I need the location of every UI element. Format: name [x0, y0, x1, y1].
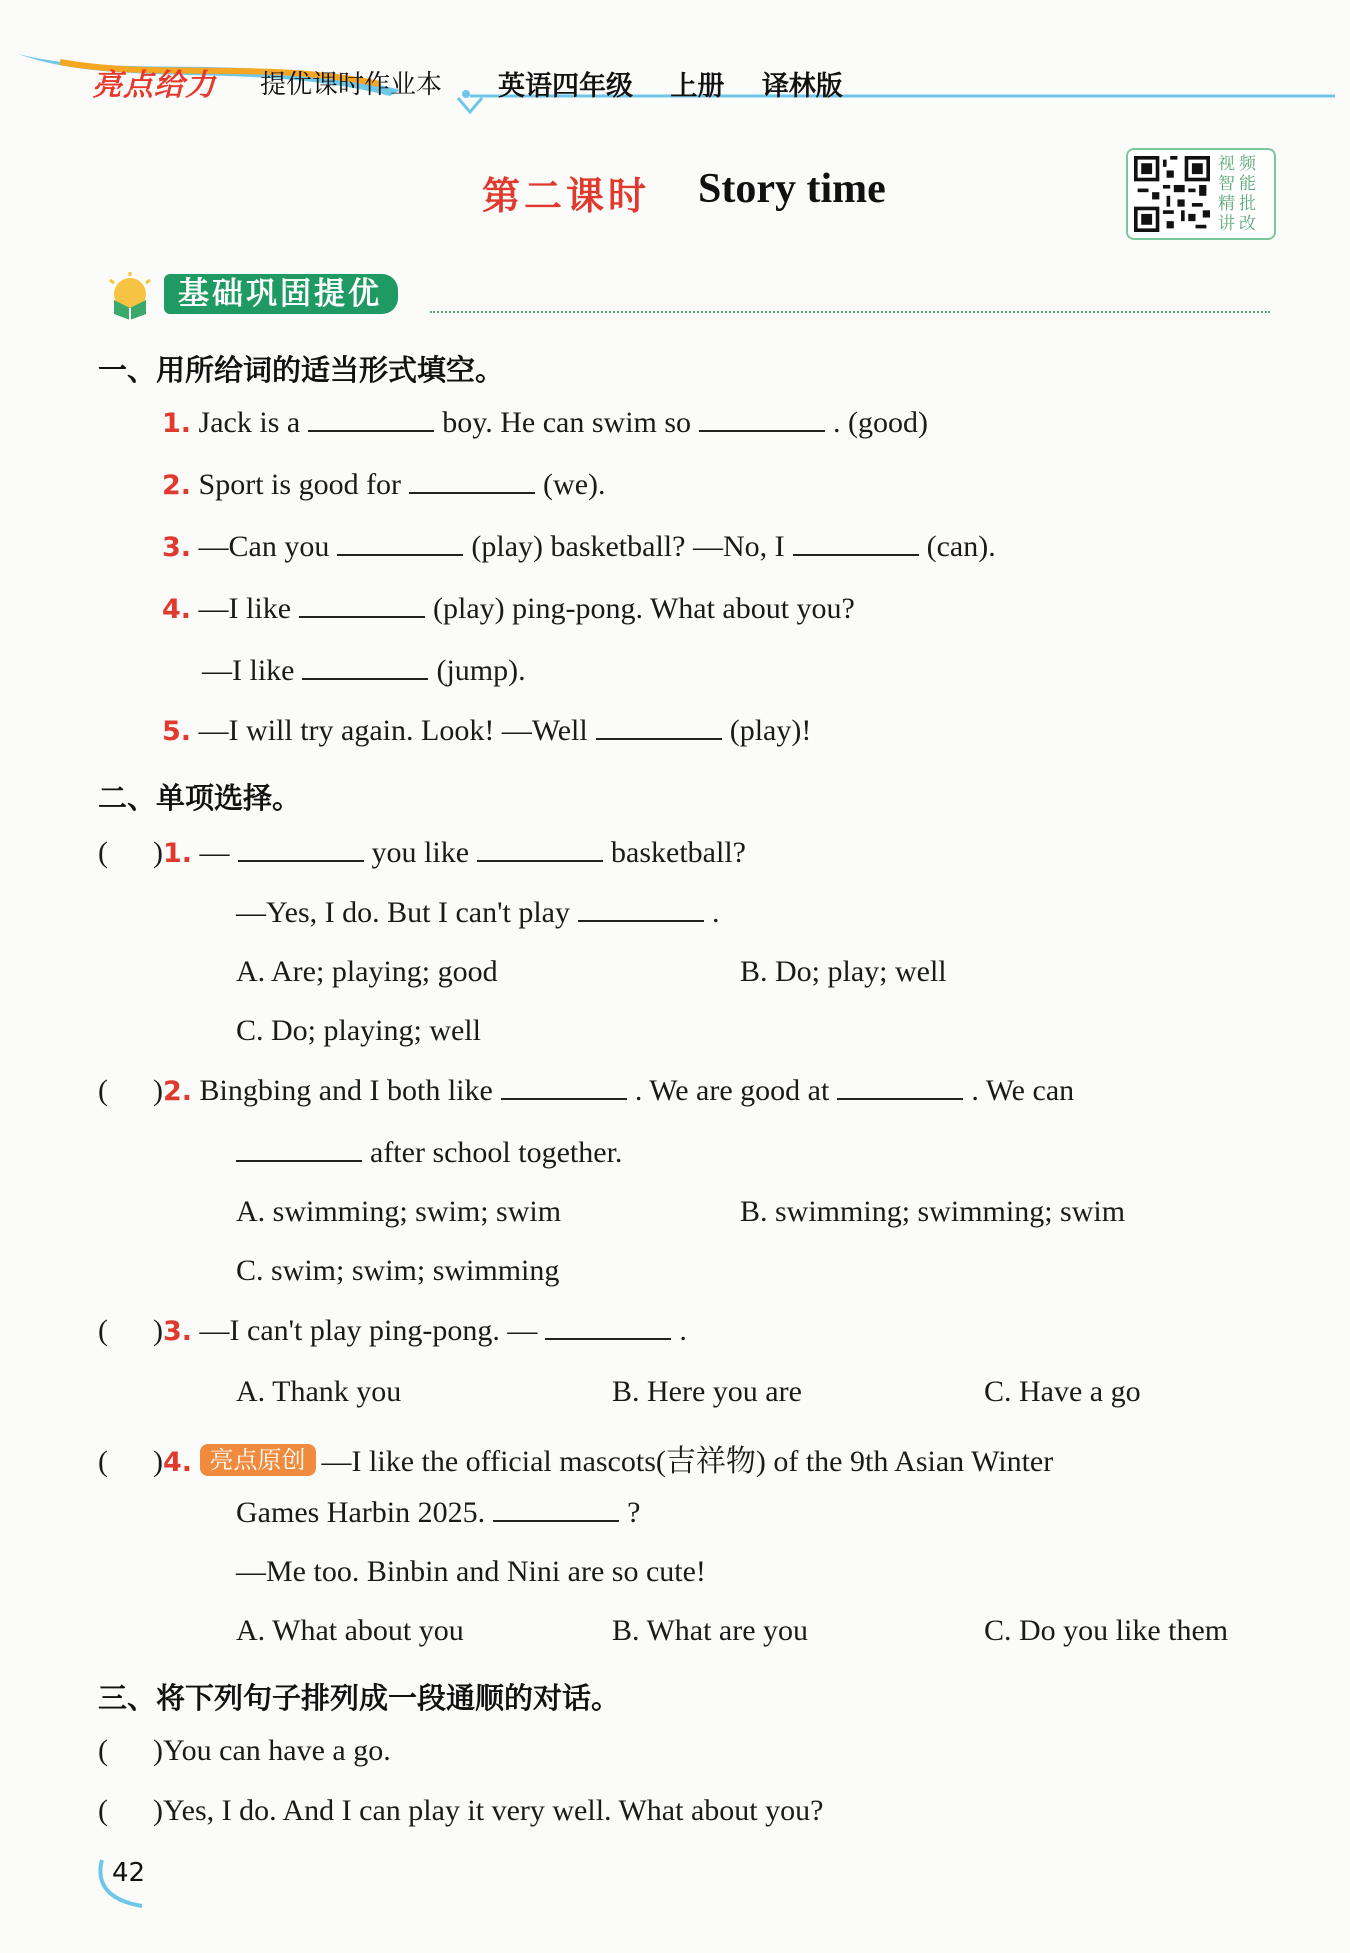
item-number: 1. [162, 838, 193, 869]
section-banner-label: 基础巩固提优 [164, 274, 398, 314]
p2-q4-line3: —Me too. Binbin and Nini are so cute! [236, 1555, 706, 1588]
p2-q1-line2 [236, 896, 720, 930]
qr-code-icon [1134, 156, 1210, 232]
text: (play) basketball? —No, I [471, 530, 785, 563]
text: basketball? [611, 836, 746, 869]
p1-item-2 [162, 468, 606, 502]
text: . We are good at [634, 1074, 830, 1107]
p2-q3-option-a[interactable]: A. Thank you [236, 1375, 402, 1408]
text: . (good) [833, 406, 929, 439]
text: Yes, I do. And I can play it very well. What about you? [162, 1794, 824, 1827]
p2-q4-option-b[interactable]: B. What are you [612, 1614, 809, 1647]
item-number: 5. [162, 716, 192, 747]
answer-blank[interactable] [409, 470, 535, 494]
answer-paren[interactable]: ( ) [98, 836, 163, 869]
text: Games Harbin 2025. [236, 1496, 486, 1529]
text: after school together. [370, 1136, 623, 1169]
answer-blank[interactable] [238, 838, 364, 862]
dotted-divider [430, 311, 1270, 313]
p2-q4-option-a[interactable]: A. What about you [236, 1614, 464, 1647]
p2-q3 [98, 1314, 687, 1348]
p1-item-5 [162, 714, 811, 748]
answer-blank[interactable] [793, 532, 919, 556]
p2-q1-option-b[interactable]: B. Do; play; well [740, 955, 947, 988]
answer-blank[interactable] [477, 838, 603, 862]
text: . We can [971, 1074, 1075, 1107]
text: Sport is good for [198, 468, 402, 501]
original-tag-badge: 亮点原创 [200, 1444, 316, 1476]
answer-blank[interactable] [299, 594, 425, 618]
p1-item-4b [202, 654, 526, 688]
text: —I like [202, 654, 295, 687]
item-number: 3. [162, 1316, 193, 1347]
edition-label: 译林版 [761, 71, 843, 102]
answer-blank[interactable] [501, 1076, 627, 1100]
item-number: 2. [162, 1076, 193, 1107]
text: you like [371, 836, 470, 869]
answer-paren[interactable]: ( ) [98, 1314, 163, 1347]
part1-heading: 一、用所给词的适当形式填空。 [98, 353, 505, 387]
answer-blank[interactable] [337, 532, 463, 556]
p1-item-4 [162, 592, 855, 626]
text: (we). [543, 468, 606, 501]
text: (play) ping-pong. What about you? [433, 592, 855, 625]
item-number: 4. [162, 594, 192, 625]
p2-q1-option-c[interactable]: C. Do; playing; well [236, 1014, 481, 1047]
p2-q3-option-b[interactable]: B. Here you are [612, 1375, 802, 1408]
answer-blank[interactable] [308, 408, 434, 432]
qr-label: 视频智能精批讲改 [1218, 154, 1260, 234]
lesson-title-en: Story time [698, 166, 886, 212]
subject-label: 英语四年级 [498, 71, 633, 102]
answer-paren[interactable]: ( ) [98, 1445, 163, 1478]
p2-q2-line2 [228, 1136, 622, 1170]
p2-q2-option-a[interactable]: A. swimming; swim; swim [236, 1195, 562, 1228]
p2-q4 [98, 1436, 1053, 1480]
book-info [498, 64, 871, 103]
text: —I can't play ping-pong. — [199, 1314, 538, 1347]
p2-q3-option-c[interactable]: C. Have a go [984, 1375, 1141, 1408]
p2-q2-option-c[interactable]: C. swim; swim; swimming [236, 1254, 560, 1287]
lesson-title-cn: 第二课时 [482, 173, 651, 218]
brand-logo: 亮点给力 [92, 68, 216, 103]
answer-blank[interactable] [493, 1498, 619, 1522]
text: — [199, 836, 230, 869]
answer-paren[interactable]: ( ) [98, 1794, 163, 1827]
text: (jump). [436, 654, 526, 687]
part2-heading: 二、单项选择。 [98, 781, 302, 815]
text: Jack is a [198, 406, 301, 439]
item-number: 3. [162, 532, 192, 563]
qr-code-box[interactable] [1126, 148, 1276, 240]
text: . [712, 896, 720, 929]
p1-item-3 [162, 530, 996, 564]
text: —I like [198, 592, 292, 625]
answer-paren[interactable]: ( ) [98, 1734, 163, 1767]
text: (play)! [729, 714, 812, 747]
p2-q4-option-c[interactable]: C. Do you like them [984, 1614, 1229, 1647]
part3-heading: 三、将下列句子排列成一段通顺的对话。 [98, 1681, 621, 1715]
answer-blank[interactable] [236, 1138, 362, 1162]
text: —Yes, I do. But I can't play [236, 896, 570, 929]
text: boy. He can swim so [442, 406, 692, 439]
page-number: 42 [112, 1858, 146, 1888]
answer-blank[interactable] [596, 716, 722, 740]
text: —Can you [198, 530, 330, 563]
p2-q2-option-b[interactable]: B. swimming; swimming; swim [740, 1195, 1126, 1228]
item-number: 4. [162, 1447, 193, 1478]
answer-blank[interactable] [302, 656, 428, 680]
text: You can have a go. [162, 1734, 391, 1767]
text: Bingbing and I both like [199, 1074, 493, 1107]
p3-item-2 [98, 1794, 823, 1828]
volume-label: 上册 [670, 71, 725, 102]
sun-book-icon [104, 270, 164, 320]
text: ? [627, 1496, 641, 1529]
p2-q1-option-a[interactable]: A. Are; playing; good [236, 955, 498, 988]
text: (can). [926, 530, 996, 563]
p2-q1 [98, 836, 746, 870]
answer-blank[interactable] [545, 1316, 671, 1340]
answer-paren[interactable]: ( ) [98, 1074, 163, 1107]
answer-blank[interactable] [837, 1076, 963, 1100]
p1-item-1 [162, 406, 928, 440]
text: . [679, 1314, 687, 1347]
p2-q2 [98, 1074, 1074, 1108]
series-title: 提优课时作业本 [260, 70, 443, 100]
answer-blank[interactable] [578, 898, 704, 922]
answer-blank[interactable] [699, 408, 825, 432]
p3-item-1 [98, 1734, 391, 1768]
p2-q4-line2 [236, 1496, 640, 1530]
item-number: 1. [162, 408, 192, 439]
text: —I will try again. Look! —Well [198, 714, 588, 747]
item-number: 2. [162, 470, 192, 501]
text: —I like the official mascots(吉祥物) of the 9th Asian Winter [321, 1445, 1054, 1478]
